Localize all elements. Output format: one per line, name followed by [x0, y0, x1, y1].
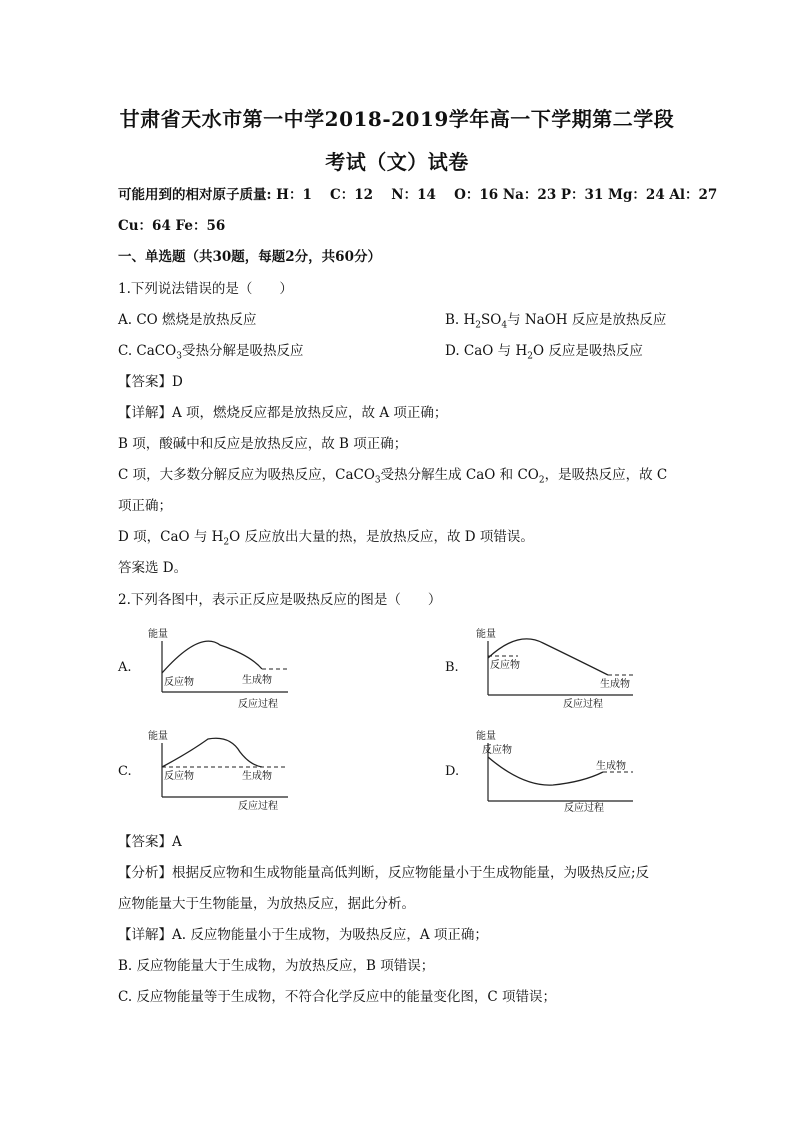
q1-option-b: B. $H_2SO_4$与 NaOH 反应是放热反应 — [445, 312, 667, 331]
q1-detail-2: B 项，酸碱中和反应是放热反应，故 B 项正确； — [118, 436, 408, 452]
diagram-c-process-label: 反应过程 — [238, 801, 278, 812]
atomic-masses-line-2: Cu：64 Fe：56 — [118, 218, 226, 234]
q2-answer: 【答案】A — [118, 834, 182, 850]
q2-stem: 2.下列各图中，表示正反应是吸热反应的图是（ ） — [118, 592, 442, 608]
q1-option-a: A. CO 燃烧是放热反应 — [118, 312, 257, 328]
q2-analysis-1: 【分析】根据反应物和生成物能量高低判断，反应物能量小于生成物能量，为吸热反应;反 — [118, 865, 650, 881]
title-line-2: 考试（文）试卷 — [325, 150, 469, 174]
energy-diagram-a — [140, 625, 300, 710]
q1-option-d: D. CaO 与 $H_2O$ 反应是吸热反应 — [445, 343, 643, 362]
diagram-b-energy-label: 能量 — [476, 629, 496, 640]
q1-stem: 1.下列说法错误的是（ ） — [118, 281, 293, 297]
q2-analysis-2: 应物能量大于生物能量，为放热反应，据此分析。 — [118, 896, 415, 912]
diagram-b-product-label: 生成物 — [600, 679, 630, 690]
diagram-d-process-label: 反应过程 — [564, 803, 604, 812]
diagram-b-process-label: 反应过程 — [563, 699, 603, 710]
diagram-a-reactant-label: 反应物 — [164, 677, 194, 688]
diagram-a-energy-label: 能量 — [148, 629, 168, 640]
atomic-masses-line-1: 可能用到的相对原子质量: H：1 C：12 N：14 O：16 Na：23 P：31 Mg：24 Al：27 — [118, 187, 718, 203]
diagram-c-reactant-label: 反应物 — [164, 771, 194, 782]
title-line-1: 甘肃省天水市第一中学2018-2019学年高一下学期第二学段 — [119, 107, 675, 131]
q1-detail-1: 【详解】A 项，燃烧反应都是放热反应，故 A 项正确； — [118, 405, 448, 421]
diagram-b-reactant-label: 反应物 — [490, 660, 520, 671]
q1-detail-3b: 项正确； — [118, 498, 172, 514]
q2-detail-3: C. 反应物能量等于生成物，不符合化学反应中的能量变化图，C 项错误； — [118, 989, 557, 1005]
diagram-c-product-label: 生成物 — [242, 771, 272, 782]
diagram-a-product-label: 生成物 — [242, 675, 272, 686]
diagram-a-process-label: 反应过程 — [238, 699, 278, 710]
q2-detail-2: B. 反应物能量大于生成物，为放热反应，B 项错误； — [118, 958, 435, 974]
q1-detail-4: D 项，CaO 与 $H_2O$ 反应放出大量的热，是放热反应，故 D 项错误。 — [118, 529, 534, 548]
q1-conclusion: 答案选 D。 — [118, 560, 188, 576]
energy-diagram-c — [140, 727, 300, 812]
diagram-d-reactant-label: 反应物 — [482, 745, 512, 756]
section-heading: 一、单选题（共30题，每题2分，共60分） — [118, 249, 381, 265]
q1-detail-3: C 项，大多数分解反应为吸热反应，CaCO$_3$受热分解生成 CaO 和 $CO_2$，是吸热反应，故 C — [118, 467, 668, 486]
q2-detail-1: 【详解】A. 反应物能量小于生成物，为吸热反应，A 项正确； — [118, 927, 488, 943]
q2-option-b-label: B. — [445, 660, 459, 675]
q1-answer: 【答案】D — [118, 374, 183, 390]
diagram-d-energy-label: 能量 — [476, 731, 496, 742]
q2-option-a-label: A. — [118, 660, 132, 675]
q2-option-c-label: C. — [118, 764, 132, 779]
energy-diagram-b — [468, 625, 643, 710]
q1-option-c: C. CaCO$_3$受热分解是吸热反应 — [118, 343, 304, 362]
diagram-c-energy-label: 能量 — [148, 731, 168, 742]
q2-option-d-label: D. — [445, 764, 460, 779]
diagram-d-product-label: 生成物 — [596, 761, 626, 772]
energy-diagram-d — [468, 727, 643, 812]
